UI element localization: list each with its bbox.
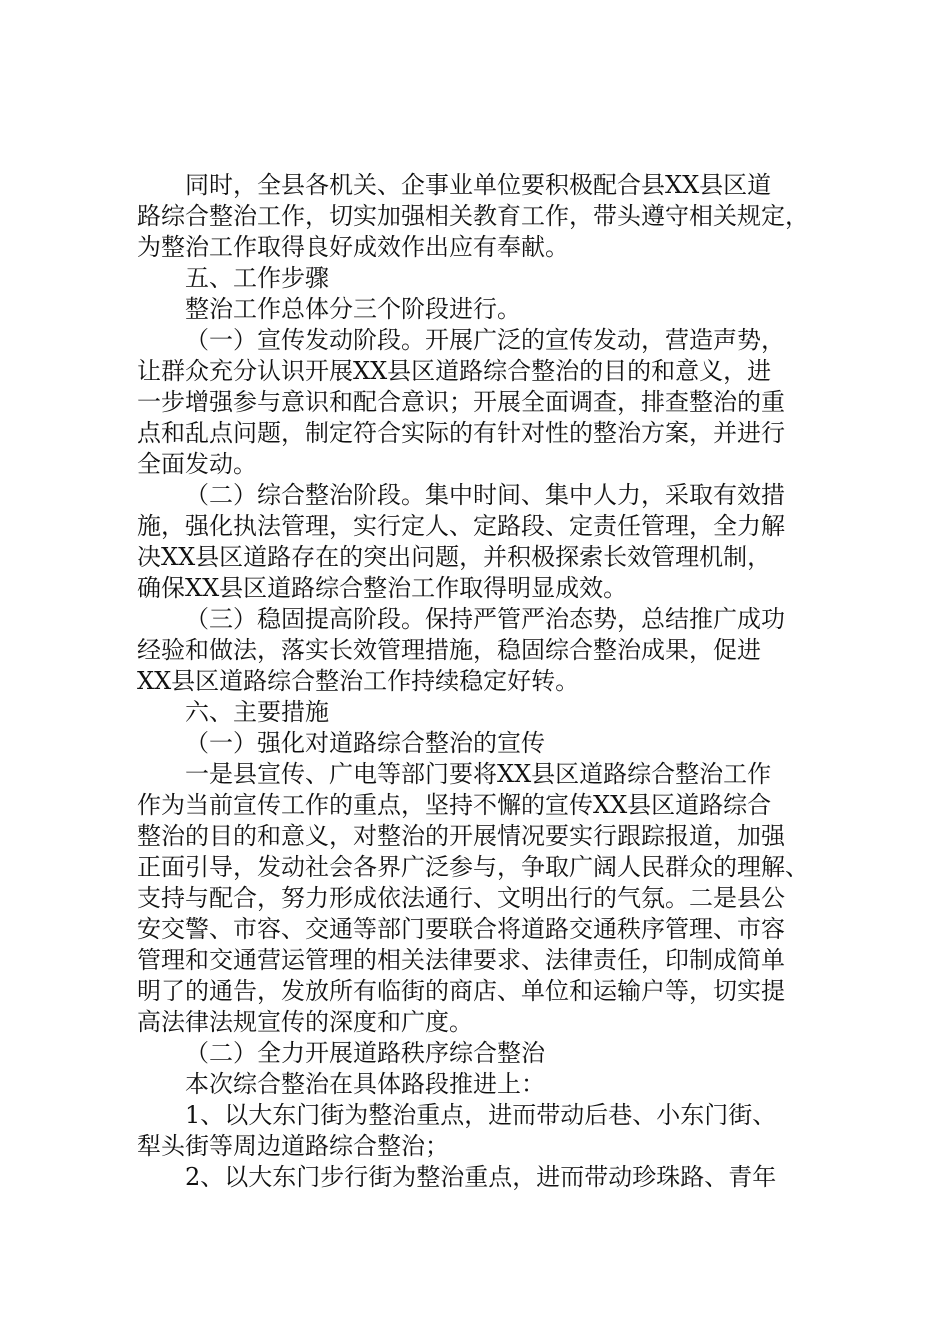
section-heading: 五、工作步骤 <box>185 264 329 292</box>
text-line: 高法律法规宣传的深度和广度。 <box>137 1008 473 1036</box>
text-line: XX县区道路综合整治工作持续稳定好转。 <box>137 667 580 695</box>
document-body <box>137 170 837 1193</box>
list-item-continuation: 犁头街等周边道路综合整治； <box>137 1132 449 1160</box>
text-line: 正面引导，发动社会各界广泛参与，争取广阔人民群众的理解、 <box>137 853 809 881</box>
text-line: 为整治工作取得良好成效作出应有奉献。 <box>137 233 569 261</box>
subsection-heading: （二）全力开展道路秩序综合整治 <box>185 1039 545 1067</box>
list-item: 2、以大东门步行街为整治重点，进而带动珍珠路、青年 <box>185 1163 777 1191</box>
list-item: 1、以大东门街为整治重点，进而带动后巷、小东门街、 <box>185 1101 777 1129</box>
text-line: 整治的目的和意义，对整治的开展情况要实行跟踪报道，加强 <box>137 822 785 850</box>
text-line: 施，强化执法管理，实行定人、定路段、定责任管理，全力解 <box>137 512 785 540</box>
text-line: 作为当前宣传工作的重点，坚持不懈的宣传XX县区道路综合 <box>137 791 772 819</box>
subsection-heading: （一）强化对道路综合整治的宣传 <box>185 729 545 757</box>
text-line: 一是县宣传、广电等部门要将XX县区道路综合整治工作 <box>185 760 772 788</box>
text-line: （二）综合整治阶段。集中时间、集中人力，采取有效措 <box>185 481 785 509</box>
text-line: 决XX县区道路存在的突出问题，并积极探索长效管理机制， <box>137 543 772 571</box>
text-line: （三）稳固提高阶段。保持严管严治态势，总结推广成功 <box>185 605 785 633</box>
text-line: 确保XX县区道路综合整治工作取得明显成效。 <box>137 574 628 602</box>
text-line: 安交警、市容、交通等部门要联合将道路交通秩序管理、市容 <box>137 915 785 943</box>
text-line: 管理和交通营运管理的相关法律要求、法律责任，印制成简单 <box>137 946 785 974</box>
text-line: 整治工作总体分三个阶段进行。 <box>185 295 521 323</box>
text-line: 经验和做法，落实长效管理措施，稳固综合整治成果，促进 <box>137 636 761 664</box>
text-line: 一步增强参与意识和配合意识；开展全面调查，排查整治的重 <box>137 388 785 416</box>
text-line: 点和乱点问题，制定符合实际的有针对性的整治方案，并进行 <box>137 419 785 447</box>
section-heading: 六、主要措施 <box>185 698 329 726</box>
text-line: 支持与配合，努力形成依法通行、文明出行的气氛。二是县公 <box>137 884 785 912</box>
text-line: 本次综合整治在具体路段推进上： <box>185 1070 545 1098</box>
text-line: 让群众充分认识开展XX县区道路综合整治的目的和意义，进 <box>137 357 772 385</box>
text-line: 路综合整治工作，切实加强相关教育工作，带头遵守相关规定， <box>137 202 809 230</box>
text-line: （一）宣传发动阶段。开展广泛的宣传发动，营造声势， <box>185 326 785 354</box>
text-line: 全面发动。 <box>137 450 257 478</box>
text-line: 明了的通告，发放所有临街的商店、单位和运输户等，切实提 <box>137 977 785 1005</box>
text-line: 同时，全县各机关、企事业单位要积极配合县XX县区道 <box>185 171 772 199</box>
